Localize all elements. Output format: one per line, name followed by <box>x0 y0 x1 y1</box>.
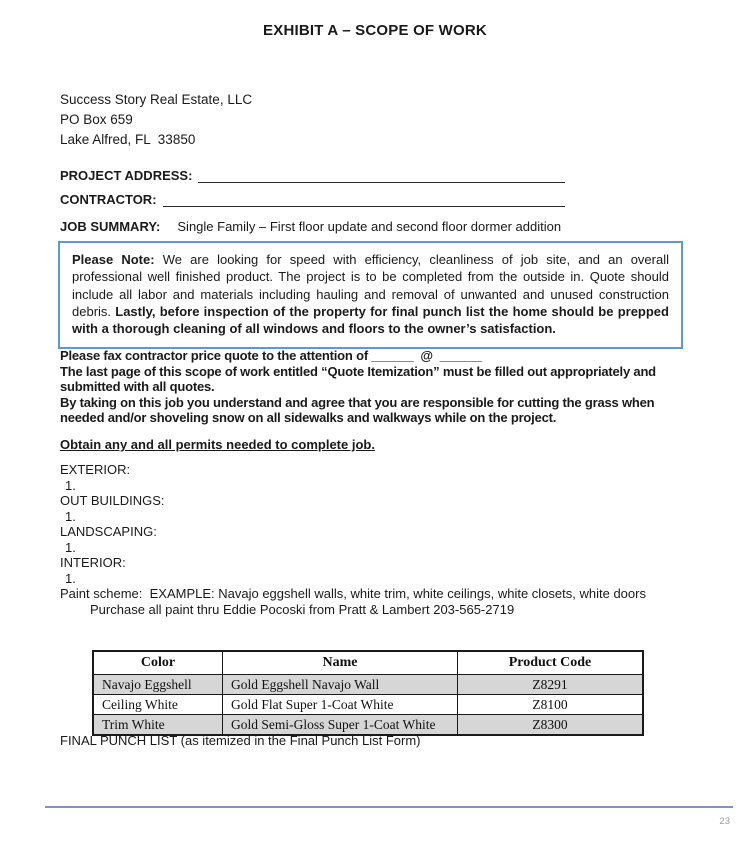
job-summary-value: Single Family – First floor update and second floor dormer addition <box>177 219 562 234</box>
section-label-exterior: EXTERIOR: <box>60 462 131 477</box>
job-summary-row <box>60 219 720 234</box>
table-row <box>93 695 643 715</box>
company-po-box: PO Box 659 <box>60 112 133 127</box>
cell-product-code: Z8300 <box>458 715 644 736</box>
company-city-state-zip: Lake Alfred, FL 33850 <box>60 132 196 147</box>
paint-table <box>92 650 644 736</box>
contractor-row <box>60 191 565 207</box>
contractor-label: CONTRACTOR: <box>60 192 157 207</box>
project-address-row <box>60 167 565 183</box>
permits-instruction: Obtain any and all permits needed to complete job. <box>60 437 375 452</box>
cell-product-code: Z8100 <box>458 695 644 715</box>
section-label-out-buildings: OUT BUILDINGS: <box>60 493 165 508</box>
page-number: 23 <box>719 816 730 827</box>
column-header-name: Name <box>223 651 458 675</box>
project-address-label: PROJECT ADDRESS: <box>60 168 193 183</box>
final-punch-list-line: FINAL PUNCH LIST (as itemized in the Final Punch List Form) <box>60 733 421 748</box>
cell-color: Navajo Eggshell <box>93 675 223 695</box>
paint-table-header-row <box>93 651 643 675</box>
note-label: Please Note: <box>72 252 155 267</box>
section-label-landscaping: LANDSCAPING: <box>60 524 157 539</box>
cell-name: Gold Flat Super 1-Coat White <box>223 695 458 715</box>
footer-divider <box>45 806 733 808</box>
quote-itemization-instruction: The last page of this scope of work entitled “Quote Itemization” must be filled out appropriately and submitted with all quotes. <box>60 363 656 395</box>
table-row <box>93 675 643 695</box>
cell-color: Ceiling White <box>93 695 223 715</box>
cell-name: Gold Semi-Gloss Super 1-Coat White <box>223 715 458 736</box>
section-item: 1. <box>65 570 76 586</box>
cell-color: Trim White <box>93 715 223 736</box>
job-summary-label: JOB SUMMARY: <box>60 219 161 234</box>
project-address-blank-field <box>198 167 565 183</box>
section-item: 1. <box>65 539 76 555</box>
contractor-blank-field <box>163 191 565 207</box>
cell-name: Gold Eggshell Navajo Wall <box>223 675 458 695</box>
page-title: EXHIBIT A – SCOPE OF WORK <box>263 22 487 39</box>
paint-scheme-line: Paint scheme: EXAMPLE: Navajo eggshell walls, white trim, white ceilings, white closets, white doors <box>60 586 646 601</box>
paint-purchase-line: Purchase all paint thru Eddie Pocoski from Pratt & Lambert 203-565-2719 <box>90 601 515 617</box>
grass-snow-instruction: By taking on this job you understand and agree that you are responsible for cutting the grass when needed and/or shoveling snow on all sidewalks and walkways while on the project. <box>60 394 655 426</box>
note-body-bold: Lastly, before inspection of the property for final punch list the home should be prepped with a thorough cleaning of all windows and floors to the owner’s satisfaction. <box>72 303 669 337</box>
work-sections-block <box>60 462 710 617</box>
company-address-block <box>60 90 252 150</box>
instructions-block <box>60 348 700 426</box>
section-item: 1. <box>65 477 76 493</box>
company-name: Success Story Real Estate, LLC <box>60 92 253 107</box>
column-header-color: Color <box>93 651 223 675</box>
note-body: We are looking for speed with efficiency, cleanliness of job site, and an overall professional well finished product. The project is to be completed from the outside in. Quote should include all labor and materials including hauling and removal of unwanted and unused construction debris. <box>72 252 669 319</box>
fax-instruction: Please fax contractor price quote to the attention of ______ @ ______ <box>60 348 482 363</box>
please-note-box <box>58 241 683 349</box>
section-label-interior: INTERIOR: <box>60 555 126 570</box>
column-header-product-code: Product Code <box>458 651 644 675</box>
section-item: 1. <box>65 508 76 524</box>
table-row <box>93 715 643 736</box>
cell-product-code: Z8291 <box>458 675 644 695</box>
